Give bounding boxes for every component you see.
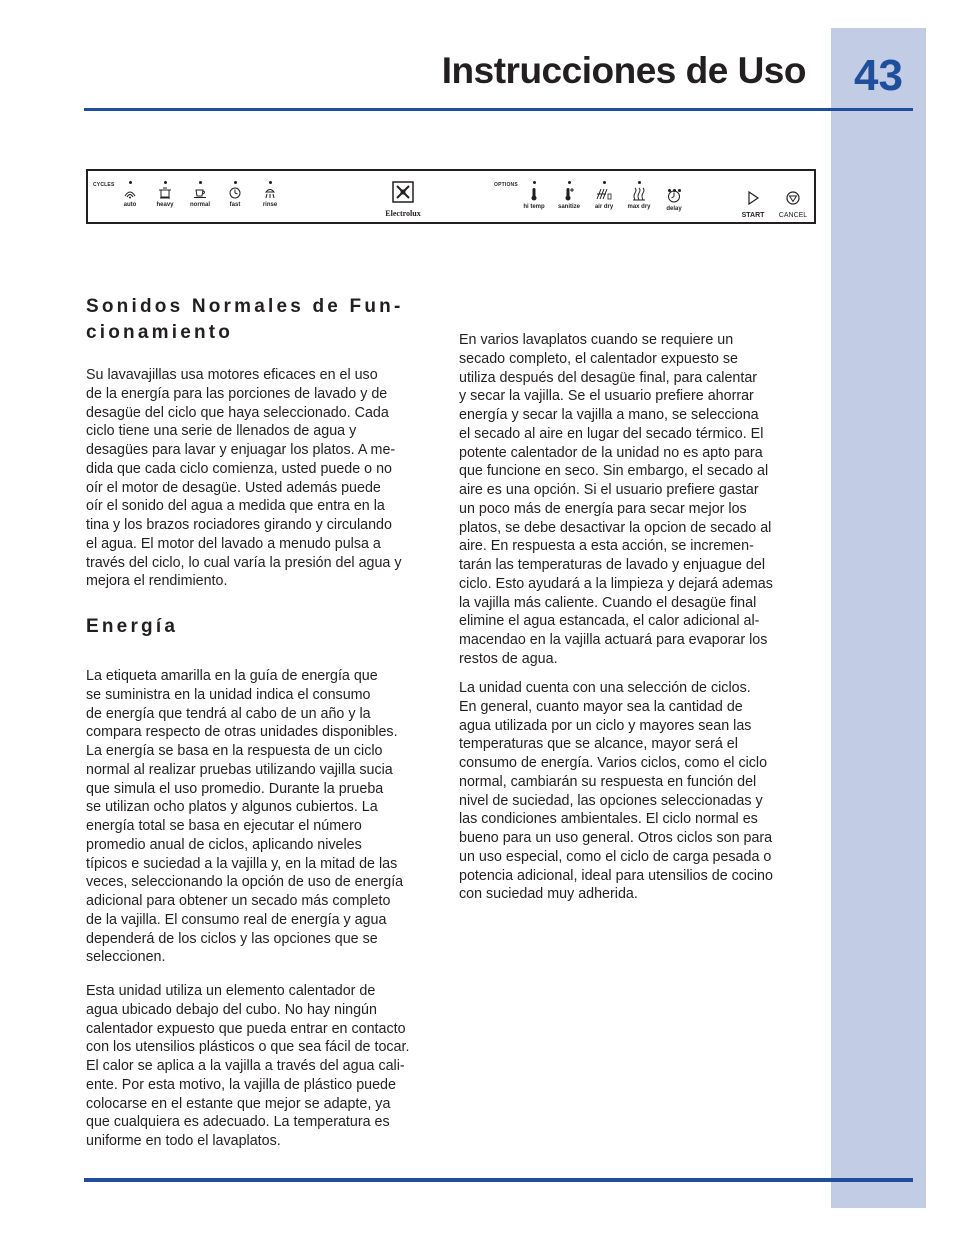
cancel-control <box>773 191 813 219</box>
text-line: la vajilla más caliente. Cuando el desagüe final <box>459 594 757 611</box>
indicator-light <box>164 181 167 184</box>
text-line: y secar la vajilla. Se el usuario prefiere ahorrar <box>459 388 754 405</box>
text-line: dida que cada ciclo comienza, usted puede o no <box>86 460 393 477</box>
text-line: el agua. El motor del lavado a menudo pulsa a <box>86 535 381 552</box>
option-label: max dry <box>627 204 651 210</box>
text-line: aire es una opción. Si el usuario prefiere gastar <box>459 482 759 498</box>
heavy-pot-icon <box>158 187 172 199</box>
text-line: veces, seleccionando la opción de uso de energía <box>86 874 404 891</box>
cycle-label: auto <box>123 202 137 208</box>
indicator-light <box>678 189 681 192</box>
cancel-icon <box>786 191 800 205</box>
option-label: delay <box>666 206 682 212</box>
paragraph-energia-2 <box>86 982 409 1151</box>
control-panel-illustration <box>86 169 816 224</box>
auto-sensor-icon <box>123 187 137 199</box>
paragraph-secado <box>459 331 773 669</box>
text-line: ciclo. Esto ayudará a la limpieza y dejará ademas <box>459 575 773 592</box>
text-line: se suministra en la unidad indica el consumo <box>86 686 371 703</box>
fast-clock-icon <box>228 187 242 199</box>
paragraph-energia-1 <box>86 667 403 967</box>
text-line: aire. En respuesta a esta acción, se incremen- <box>459 538 754 555</box>
text-line: secado completo, el calentador expuesto se <box>459 350 738 367</box>
text-line: que cualquiera es adecuado. La temperatura es <box>86 1114 390 1131</box>
text-line: adicional para obtener un secado más completo <box>86 893 391 909</box>
text-line: macendao en la vajilla actuará para evaporar los <box>459 632 768 648</box>
section-heading-sonidos <box>86 294 404 346</box>
text-line: de la energía para las porciones de lavado y de <box>86 385 388 402</box>
cycle-normal <box>180 179 220 221</box>
cycle-label: heavy <box>156 202 174 208</box>
text-line: que funcione en seco. Sin embargo, el secado al <box>459 463 769 480</box>
text-line: el secado al aire en lugar del secado térmico. El <box>459 425 764 442</box>
text-line: tina y los brazos rociadores girando y circulando <box>86 517 392 533</box>
indicator-light <box>533 181 536 184</box>
text-line: Su lavavajillas usa motores eficaces en el uso <box>86 367 378 383</box>
cycles-group-label: CYCLES <box>93 182 115 188</box>
text-line: potencia adicional, ideal para utensilios de cocino <box>459 867 773 884</box>
normal-cup-icon <box>193 187 207 199</box>
indicator-light <box>269 181 272 184</box>
option-air-dry <box>584 179 624 221</box>
indicator-light <box>568 181 571 184</box>
option-label: hi temp <box>523 204 545 210</box>
rinse-spray-icon <box>263 187 277 199</box>
text-line: En varios lavaplatos cuando se requiere un <box>459 332 734 348</box>
text-line: seleccionen. <box>86 949 166 966</box>
text-line: energía y secar la vajilla a mano, se selecciona <box>459 407 759 423</box>
text-line: elimine el agua estancada, el calor adicional al- <box>459 613 760 630</box>
text-line: promedio anual de ciclos, aplicando niveles <box>86 836 362 853</box>
text-line: ciclo tiene una serie de llenados de agua y <box>86 423 357 440</box>
page-title: Instrucciones de Uso <box>441 50 806 91</box>
text-line: La unidad cuenta con una selección de ciclos. <box>459 680 751 696</box>
text-line: energía total se basa en ejecutar el número <box>86 818 362 834</box>
text-line: típicos e suciedad a la vajilla y, en la mitad de las <box>86 855 398 872</box>
header-rule <box>84 108 913 111</box>
text-line: colocarse en el estante que mejor se adapte, ya <box>86 1095 391 1112</box>
text-line: desagüe del ciclo que haya seleccionado. Cada <box>86 404 389 421</box>
text-line: de la vajilla. El consumo real de energía y agua <box>86 911 387 928</box>
air-dry-icon <box>595 187 613 201</box>
text-line: agua ubicado debajo del cubo. No hay ningún <box>86 1001 377 1018</box>
text-line: Esta unidad utiliza un elemento calentador de <box>86 983 376 999</box>
options-group-label: OPTIONS <box>494 182 518 188</box>
paragraph-sonidos <box>86 366 402 591</box>
text-line: dependerá de los ciclos y las opciones que se <box>86 930 378 947</box>
text-line: temperaturas que se alcance, mayor será el <box>459 736 738 753</box>
text-line: El calor se aplica a la vajilla a través del agua cali- <box>86 1058 405 1074</box>
text-line: oír el sonido del agua a medida que entra en la <box>86 498 385 515</box>
indicator-light <box>234 181 237 184</box>
text-line: calentador expuesto que pueda entrar en contacto <box>86 1020 406 1037</box>
option-delay <box>654 179 694 221</box>
indicator-light <box>603 181 606 184</box>
text-line: restos de agua. <box>459 650 558 667</box>
paragraph-ciclos <box>459 679 773 904</box>
section-heading-energia: Energía <box>86 616 179 637</box>
text-line: un poco más de energía para secar mejor los <box>459 500 747 517</box>
cycle-label: fast <box>229 202 241 208</box>
text-line: normal, cambiarán su respuesta en función del <box>459 773 757 790</box>
heading-line: Sonidos Normales de Fun- <box>86 296 404 317</box>
text-line: compara respecto de otras unidades disponibles. <box>86 724 398 741</box>
brand-logo <box>368 181 438 218</box>
text-line: potente calentador de la unidad no es apto para <box>459 444 763 461</box>
text-line: normal al realizar pruebas utilizando vajilla sucia <box>86 761 393 778</box>
option-hi-temp <box>514 179 554 221</box>
option-label: air dry <box>594 204 614 210</box>
max-dry-icon <box>632 187 646 201</box>
text-line: consumo de energía. Varios ciclos, como el ciclo <box>459 755 768 771</box>
option-label: sanitize <box>557 204 580 210</box>
text-line: las condiciones ambientales. El ciclo normal es <box>459 811 758 828</box>
thermometer-plus-icon <box>562 187 576 201</box>
text-line: agua utilizada por un ciclo y mayores sean las <box>459 717 752 734</box>
start-label: START <box>741 212 765 219</box>
text-line: mejora el rendimiento. <box>86 573 228 590</box>
text-line: de energía que tendrá al cabo de un año y la <box>86 705 371 722</box>
play-icon <box>746 191 760 205</box>
text-line: nivel de suciedad, las opciones seleccionadas y <box>459 792 763 809</box>
indicator-light <box>129 181 132 184</box>
heading-line: cionamiento <box>86 322 234 343</box>
text-line: bueno para un uso general. Otros ciclos son para <box>459 830 773 846</box>
cycle-rinse <box>250 179 290 221</box>
text-line: La etiqueta amarilla en la guía de energía que <box>86 668 378 684</box>
side-tab <box>831 28 926 1208</box>
indicator-light <box>668 189 671 192</box>
start-control <box>733 191 773 219</box>
text-line: En general, cuanto mayor sea la cantidad de <box>459 698 743 715</box>
cycle-fast <box>215 179 255 221</box>
text-line: uniforme en todo el lavaplatos. <box>86 1133 281 1149</box>
electrolux-logo-icon <box>392 181 414 203</box>
page-number: 43 <box>854 51 903 100</box>
text-line: La energía se basa en la respuesta de un ciclo <box>86 743 383 759</box>
cancel-label: CANCEL <box>778 212 808 219</box>
text-line: tarán las temperaturas de lavado y enjuague del <box>459 557 765 573</box>
text-line: oír el motor de desagüe. Usted además puede <box>86 479 381 496</box>
cycle-auto <box>110 179 150 221</box>
text-line: través del ciclo, lo cual varía la presión del agua y <box>86 554 402 571</box>
indicator-light <box>638 181 641 184</box>
text-line: utiliza después del desagüe final, para calentar <box>459 369 758 386</box>
brand-name: Electrolux <box>385 209 421 218</box>
text-line: ente. Por esta motivo, la vajilla de plástico puede <box>86 1076 396 1093</box>
text-line: un uso especial, como el ciclo de carga pesada o <box>459 848 772 865</box>
option-max-dry <box>619 179 659 221</box>
option-sanitize <box>549 179 589 221</box>
cycle-label: normal <box>189 202 210 208</box>
text-line: con los utensilios plásticos o que sea fácil de tocar. <box>86 1039 410 1056</box>
cycle-heavy <box>145 179 185 221</box>
cycle-label: rinse <box>262 202 278 208</box>
text-line: platos, se debe desactivar la opcion de secado al <box>459 519 772 536</box>
text-line: que simula el uso promedio. Durante la prueba <box>86 780 384 797</box>
text-line: desagües para lavar y enjuagar los platos. A me- <box>86 442 396 458</box>
footer-rule <box>84 1178 913 1182</box>
indicator-lights <box>654 179 694 186</box>
text-line: se utilizan ocho platos y algunos cubiertos. La <box>86 799 378 816</box>
indicator-light <box>199 181 202 184</box>
thermometer-icon <box>527 187 541 201</box>
text-line: con suciedad muy adherida. <box>459 886 638 903</box>
